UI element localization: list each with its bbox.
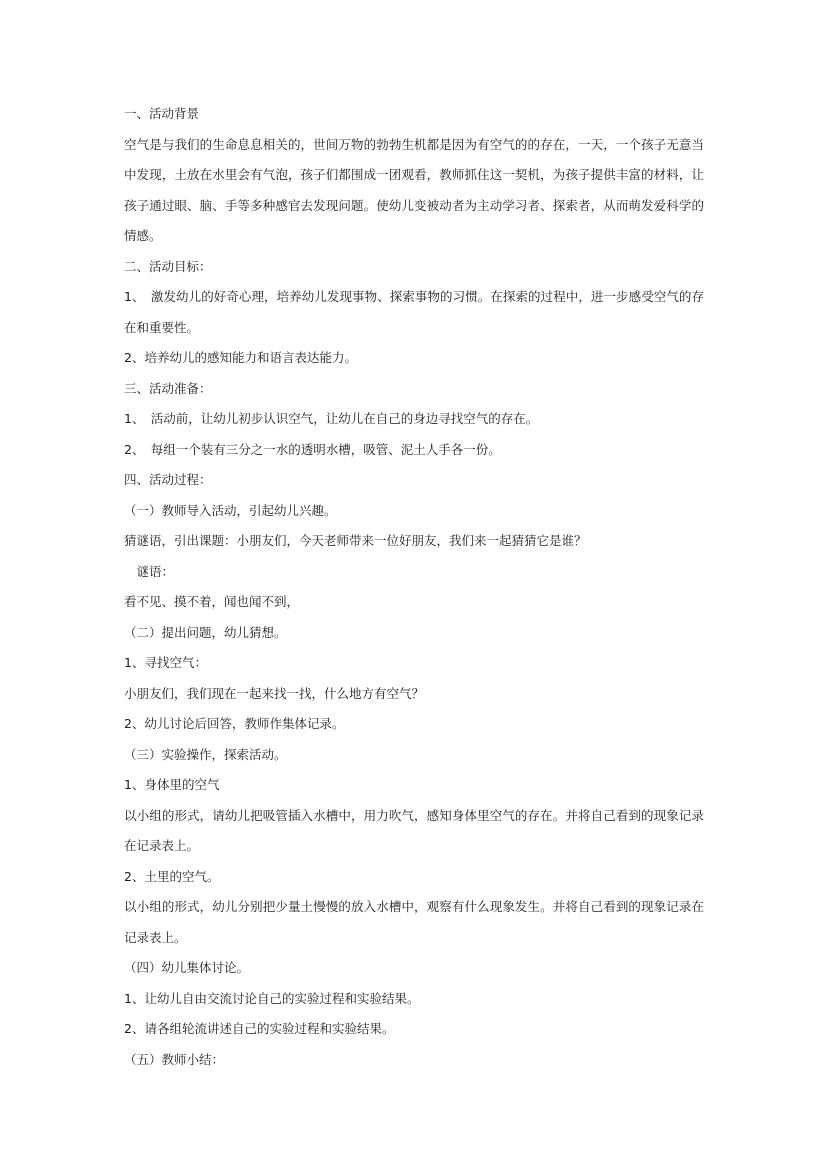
paragraph-line: 谜语： [124,564,175,579]
list-item: 2、培养幼儿的感知能力和语言表达能力。 [124,350,357,365]
list-item: 1、让幼儿自由交流讨论自己的实验过程和实验结果。 [124,991,420,1006]
paragraph-line: 小朋友们，我们现在一起来找一找，什么地方有空气？ [124,686,425,701]
list-item: 1、身体里的空气 [124,777,220,792]
paragraph-line: 看不见、摸不着，闻也闻不到， [124,594,300,609]
list-item: 1、寻找空气： [124,655,207,670]
subheading: （五）教师小结： [124,1052,225,1067]
paragraph-line: 在和重要性。 [124,320,200,335]
paragraph-line: 以小组的形式，幼儿分别把少量土慢慢的放入水槽中，观察有什么现象发生。并将自己看到的现象记录在 [124,899,704,914]
subheading: （一）教师导入活动，引起幼儿兴趣。 [124,503,337,518]
heading-background: 一、活动背景 [124,106,200,121]
list-item: 2、请各组轮流讲述自己的实验过程和实验结果。 [124,1021,395,1036]
paragraph-line: 在记录表上。 [124,838,200,853]
list-item: 1、 活动前，让幼儿初步认识空气，让幼儿在自己的身边寻找空气的存在。 [124,411,539,426]
heading-preparation: 三、活动准备： [124,381,212,396]
subheading: （四）幼儿集体讨论。 [124,960,250,975]
paragraph-line: 情感。 [124,228,162,243]
paragraph-line: 孩子通过眼、脑、手等多种感官去发现问题。使幼儿变被动者为主动学习者、探索者，从而萌发爱科学的 [124,198,704,213]
paragraph-line: 记录表上。 [124,930,187,945]
list-item: 2、土里的空气。 [124,869,220,884]
subheading: （三）实验操作，探索活动。 [124,747,287,762]
heading-goals: 二、活动目标： [124,259,212,274]
paragraph-line: 空气是与我们的生命息息相关的，世间万物的勃勃生机都是因为有空气的的存在，一天，一个孩子无意当 [124,137,704,152]
paragraph-line: 以小组的形式，请幼儿把吸管插入水槽中，用力吹气，感知身体里空气的存在。并将自己看到的现象记录 [124,808,704,823]
paragraph-line: 中发现，土放在水里会有气泡，孩子们都围成一团观看，教师抓住这一契机，为孩子提供丰富的材料，让 [124,167,704,182]
paragraph-line: 猜谜语，引出课题：小朋友们，今天老师带来一位好朋友，我们来一起猜猜它是谁？ [124,533,587,548]
subheading: （二）提出问题，幼儿猜想。 [124,625,287,640]
heading-process: 四、活动过程： [124,472,212,487]
list-item: 1、 激发幼儿的好奇心理，培养幼儿发现事物、探索事物的习惯。在探索的过程中，进一步感受空气的存 [124,289,704,304]
list-item: 2、 每组一个装有三分之一水的透明水槽，吸管、泥土人手各一份。 [124,442,501,457]
list-item: 2、幼儿讨论后回答，教师作集体记录。 [124,716,345,731]
